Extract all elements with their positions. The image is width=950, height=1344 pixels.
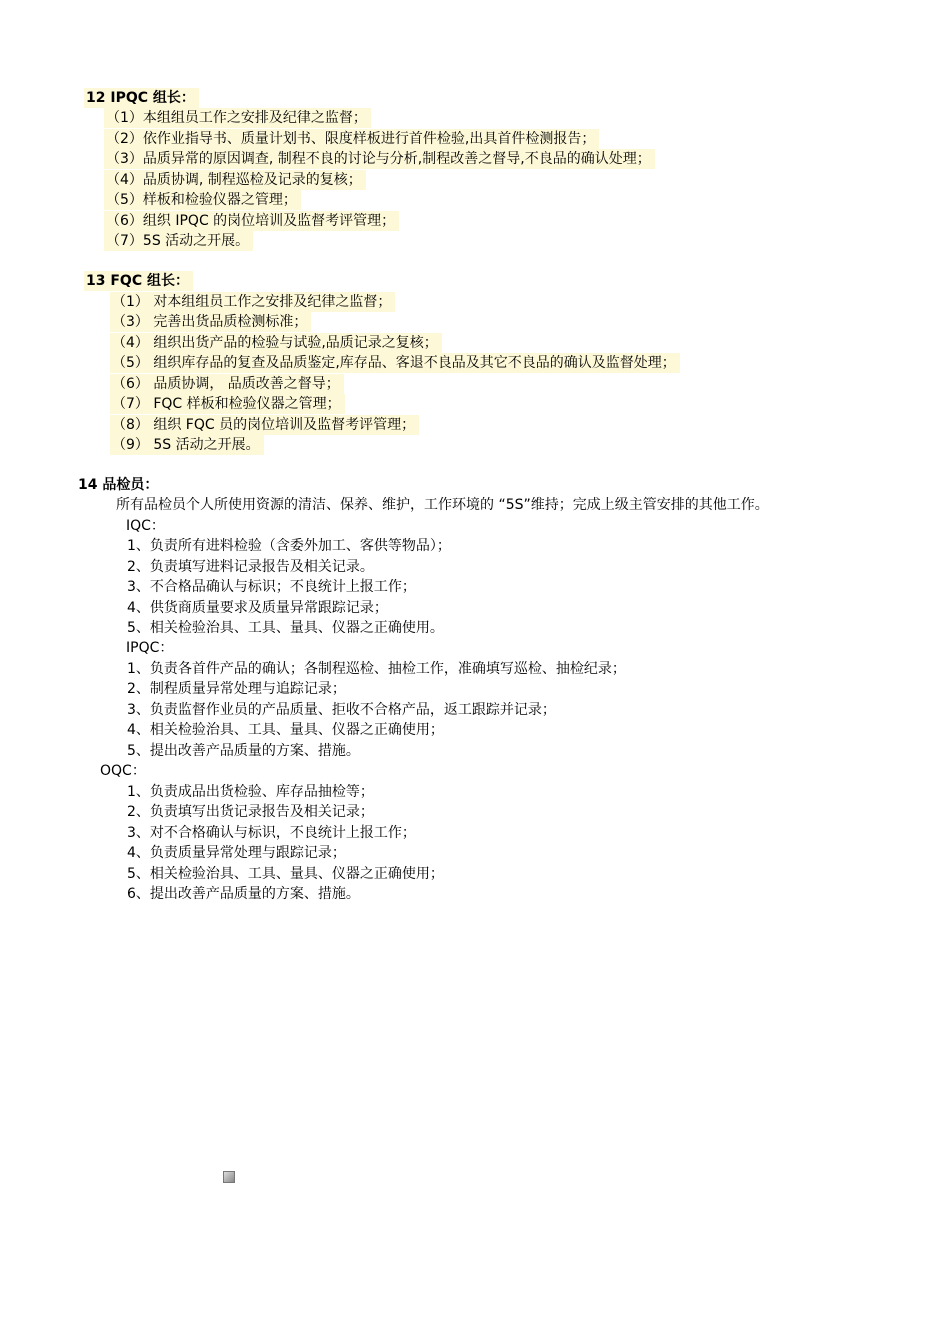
ipqc-item-1: 1、负责各首件产品的确认；各制程巡检、抽检工作，准确填写巡检、抽检纪录； xyxy=(127,661,626,677)
oqc-item-2: 2、负责填写出货记录报告及相关记录； xyxy=(127,804,374,820)
section-13-title: 13 FQC 组长： xyxy=(84,271,193,291)
iqc-item-3: 3、不合格品确认与标识；不良统计上报工作； xyxy=(127,579,416,595)
s12-item-4: （4）品质协调, 制程巡检及记录的复核； xyxy=(104,170,366,190)
ipqc-item-2: 2、制程质量异常处理与追踪记录； xyxy=(127,681,346,697)
s13-item-2: （3） 完善出货品质检测标准； xyxy=(110,312,311,332)
iqc-item-4: 4、供货商质量要求及质量异常跟踪记录； xyxy=(127,600,388,616)
s12-item-5: （5）样板和检验仪器之管理； xyxy=(104,190,301,210)
iqc-item-5: 5、相关检验治具、工具、量具、仪器之正确使用。 xyxy=(127,620,444,636)
s12-item-2: （2）依作业指导书、质量计划书、限度样板进行首件检验,出具首件检测报告； xyxy=(104,129,599,149)
s13-item-1: （1） 对本组组员工作之安排及纪律之监督； xyxy=(110,292,395,312)
iqc-item-1: 1、负责所有进料检验（含委外加工、客供等物品）； xyxy=(127,538,451,554)
oqc-item-1: 1、负责成品出货检验、库存品抽检等； xyxy=(127,784,374,800)
s13-item-3: （4） 组织出货产品的检验与试验,品质记录之复核； xyxy=(110,333,442,353)
oqc-item-5: 5、相关检验治具、工具、量具、仪器之正确使用； xyxy=(127,866,444,882)
oqc-item-6: 6、提出改善产品质量的方案、措施。 xyxy=(127,886,360,902)
ipqc-item-5: 5、提出改善产品质量的方案、措施。 xyxy=(127,743,360,759)
oqc-title: OQC： xyxy=(100,763,146,779)
s12-item-3: （3）品质异常的原因调查, 制程不良的讨论与分析,制程改善之督导,不良品的确认处理； xyxy=(104,149,655,169)
ipqc-title: IPQC： xyxy=(126,640,174,656)
s12-item-6: （6）组织 IPQC 的岗位培训及监督考评管理； xyxy=(104,211,399,231)
section-12-title: 12 IPQC 组长： xyxy=(84,88,199,108)
ipqc-item-3: 3、负责监督作业员的产品质量、拒收不合格产品，返工跟踪并记录； xyxy=(127,702,556,718)
iqc-title: IQC： xyxy=(126,518,165,534)
s12-item-7: （7）5S 活动之开展。 xyxy=(104,231,253,251)
iqc-item-2: 2、负责填写进料记录报告及相关记录。 xyxy=(127,559,374,575)
s13-item-7: （8） 组织 FQC 员的岗位培训及监督考评管理； xyxy=(110,415,419,435)
s12-item-1: （1）本组组员工作之安排及纪律之监督； xyxy=(104,108,371,128)
oqc-item-3: 3、对不合格确认与标识，不良统计上报工作； xyxy=(127,825,416,841)
s13-item-6: （7） FQC 样板和检验仪器之管理； xyxy=(110,394,345,414)
s13-item-4: （5） 组织库存品的复查及品质鉴定,库存品、客退不良品及其它不良品的确认及监督处理； xyxy=(110,353,680,373)
s13-item-5: （6） 品质协调， 品质改善之督导； xyxy=(110,374,344,394)
oqc-item-4: 4、负责质量异常处理与跟踪记录； xyxy=(127,845,346,861)
embedded-object-icon xyxy=(223,1171,235,1183)
ipqc-item-4: 4、相关检验治具、工具、量具、仪器之正确使用； xyxy=(127,722,444,738)
section-14-title: 14 品检员： xyxy=(78,477,159,493)
s13-item-8: （9） 5S 活动之开展。 xyxy=(110,435,264,455)
s14-intro: 所有品检员个人所使用资源的清洁、保养、维护，工作环境的 “5S”维持；完成上级主管安排的其他工作。 xyxy=(116,497,769,513)
